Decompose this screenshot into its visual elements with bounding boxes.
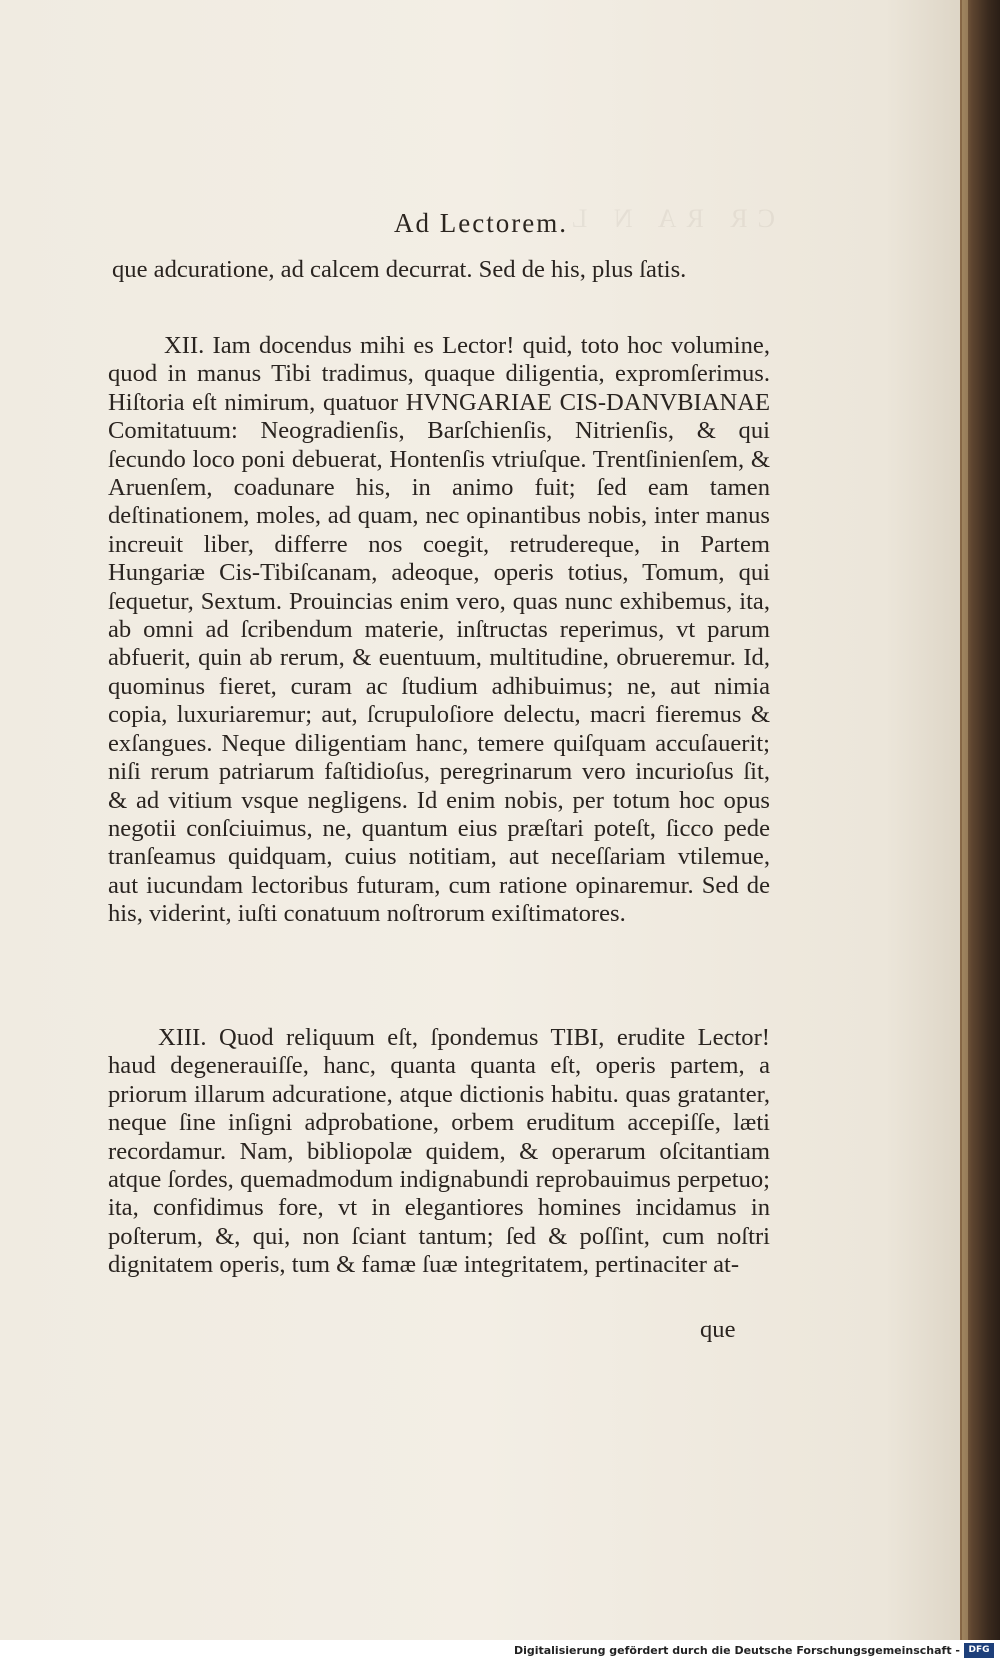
running-head: Ad Lectorem. xyxy=(394,208,568,238)
catchword: que xyxy=(700,1316,736,1343)
dfg-logo: DFG xyxy=(964,1643,994,1658)
digitization-footer xyxy=(0,1640,1000,1663)
page-edge xyxy=(962,0,968,1640)
paragraph-xiii: XIII. Quod reliquum eſt, ſpondemus TIBI, erudite Lector! haud degenerauiſſe, hanc, quanta quanta eſt, operis partem, a priorum illarum adcuratione, atque dictionis habitu. quas gratanter, neque ſine inſigni adprobatione, orbem eruditum accepiſſe, læti recordamur. Nam, bibliopolæ quidem, & operarum oſcitantiam atque ſordes, quemadmodum indignabundi reprobauimus perpetuo; ita, confidimus fore, vt in elegantiores homines incidamus in poſterum, &, qui, non ſciant tantum; ſed & poſſint, cum noſtri dignitatem operis, tum & famæ ſuæ integritatem, pertinaciter at- xyxy=(108,1024,770,1279)
bleed-through-shadow: CR RA N L xyxy=(561,204,775,233)
paragraph-continued: que adcuratione, ad calcem decurrat. Sed de his, plus ſatis. xyxy=(112,256,687,283)
funding-credit: Digitalisierung gefördert durch die Deutsche Forschungsgemeinschaft - xyxy=(513,1644,960,1657)
paragraph-xii: XII. Iam docendus mihi es Lector! quid, toto hoc volumine, quod in manus Tibi tradimus, quaque diligentia, expromſerimus. Hiſtoria eſt nimirum, quatuor HVNGARIAE CIS-DANVBIANAE Comitatuum: Neogradienſis, Barſchienſis, Nitrienſis, & qui ſecundo loco poni debuerat, Hontenſis vtriuſque. Trentſinienſem, & Aruenſem, coadunare his, in animo fuit; ſed eam tamen deſtinationem, moles, ad quam, nec opinantibus nobis, inter manus increuit liber, differre nos coegit, retrudereque, in Partem Hungariæ Cis-Tibiſcanam, adeoque, operis totius, Tomum, qui ſequetur, Sextum. Prouincias enim vero, quas nunc exhibemus, ita, ab omni ad ſcribendum materie, inſtructas reperimus, vt parum abfuerit, quin ab rerum, & euentuum, multitudine, obrueremur. Id, quominus fieret, curam ac ſtudium adhibuimus; ne, aut nimia copia, luxuriaremur; aut, ſcrupuloſiore delectu, macri fieremus & exſangues. Neque diligentiam hanc, temere quiſquam accuſauerit; niſi rerum patriarum faſtidioſus, peregrinarum vero incurioſus ſit, & ad vitium vsque negligens. Id enim nobis, per totum hoc opus negotii conſciuimus, ne, quantum eius præſtari poteſt, ſicco pede tranſeamus quidquam, cuius notitiam, aut neceſſariam vtilemue, aut iucundam lectoribus futuram, cum ratione opinaremur. Sed de his, viderint, iuſti conatuum noſtrorum exiſtimatores. xyxy=(108,332,770,928)
